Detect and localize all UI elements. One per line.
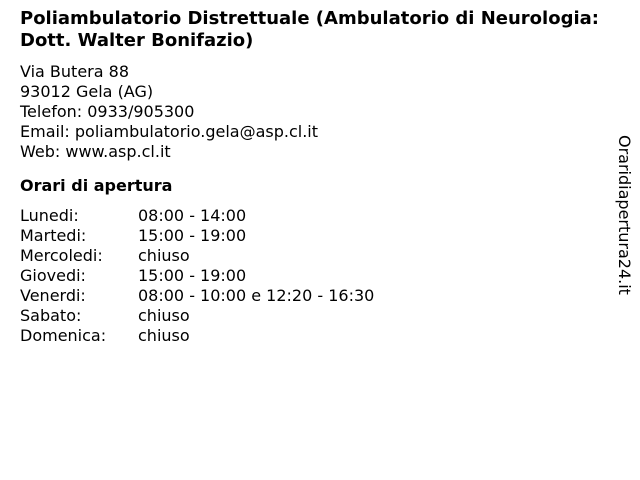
city-line: 93012 Gela (AG) [20,82,154,101]
time-value: chiuso [138,326,190,345]
phone-line: Telefon: 0933/905300 [20,102,195,121]
street-address: Via Butera 88 [20,62,129,81]
page-title: Poliambulatorio Distrettuale (Ambulatorio di Neurologia: Dott. Walter Bonifazio) [20,8,599,51]
day-label: Mercoledi: [20,246,103,265]
hours-row-sabato [20,306,600,326]
time-value: 08:00 - 10:00 e 12:20 - 16:30 [138,286,375,305]
opening-hours-heading: Orari di apertura [20,176,173,195]
address-block [20,62,600,162]
web-line: Web: www.asp.cl.it [20,142,171,161]
info-card [20,8,600,346]
hours-row-lunedi [20,206,600,226]
time-value: 15:00 - 19:00 [138,226,247,245]
time-value: chiuso [138,246,190,265]
time-value: 15:00 - 19:00 [138,266,247,285]
hours-row-giovedi [20,266,600,286]
day-label: Domenica: [20,326,107,345]
day-label: Giovedi: [20,266,86,285]
brand-watermark: Oraridiapertura24.it [615,135,634,295]
hours-row-martedi [20,226,600,246]
day-label: Venerdi: [20,286,86,305]
opening-hours-table [20,206,600,346]
time-value: 08:00 - 14:00 [138,206,247,225]
day-label: Sabato: [20,306,82,325]
time-value: chiuso [138,306,190,325]
hours-row-mercoledi [20,246,600,266]
email-line: Email: poliambulatorio.gela@asp.cl.it [20,122,318,141]
hours-row-domenica [20,326,600,346]
day-label: Martedi: [20,226,87,245]
day-label: Lunedi: [20,206,79,225]
hours-row-venerdi [20,286,600,306]
